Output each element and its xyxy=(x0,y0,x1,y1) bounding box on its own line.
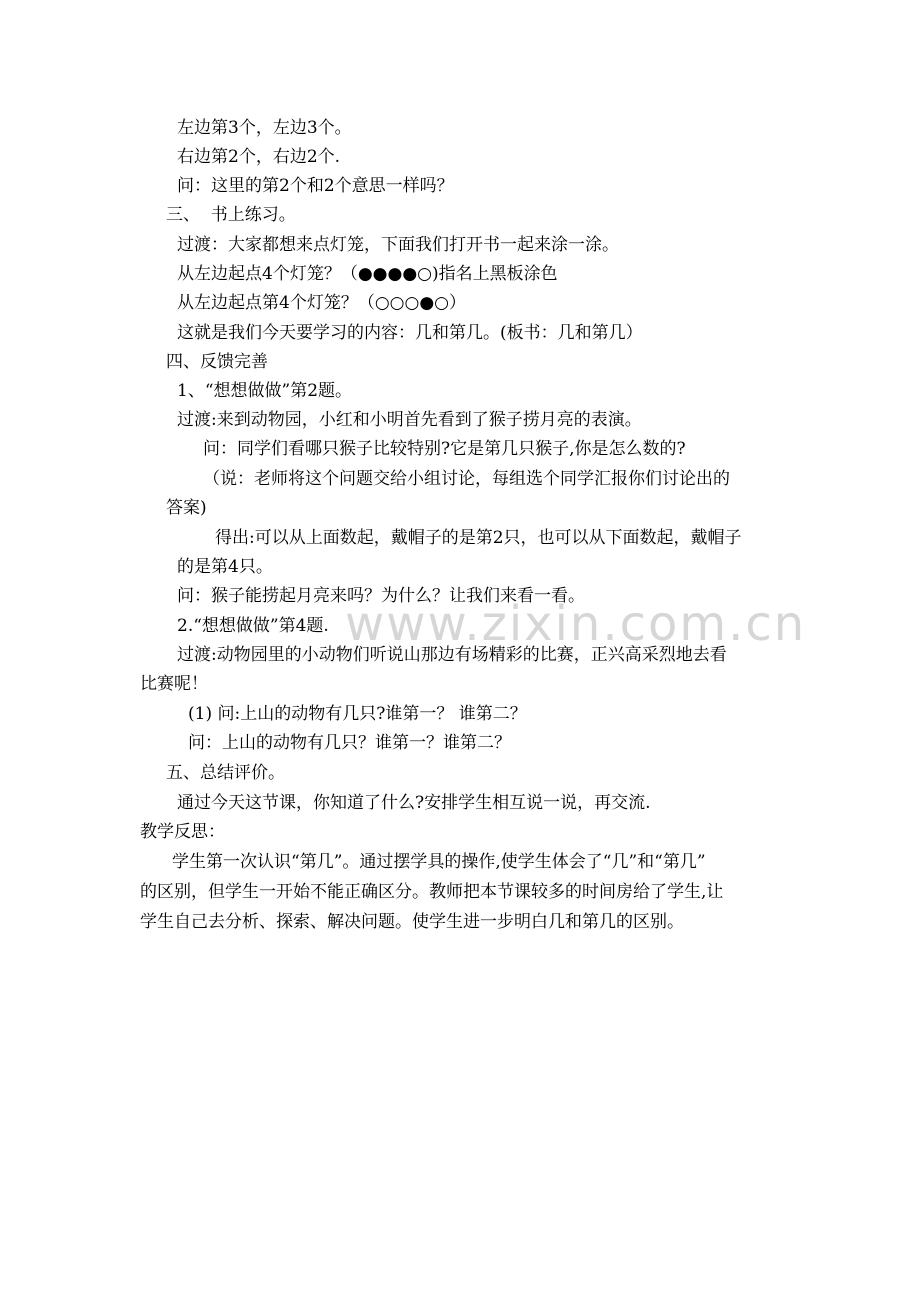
text-line: (1) 问:上山的动物有几只?谁第一？ 谁第二？ xyxy=(188,704,527,724)
text-line: 问：这里的第2个和2个意思一样吗？ xyxy=(177,176,454,196)
text-line: 这就是我们今天要学习的内容：几和第几。(板书：几和第几） xyxy=(177,323,643,343)
text-line: 问：上山的动物有几只？谁第一？谁第二？ xyxy=(188,733,511,753)
text-line: 过渡:来到动物园，小红和小明首先看到了猴子捞月亮的表演。 xyxy=(177,410,642,430)
watermark: www.zixin.com.cn xyxy=(345,596,807,652)
text-line: 过渡：大家都想来点灯笼，下面我们打开书一起来涂一涂。 xyxy=(177,235,619,255)
text-line: 左边第3个，左边3个。 xyxy=(177,118,352,138)
text-line: 右边第2个，右边2个. xyxy=(177,147,341,167)
section-heading: 三、 书上练习。 xyxy=(166,205,296,225)
text-line: 问：同学们看哪只猴子比较特别?它是第几只猴子,你是怎么数的? xyxy=(203,439,686,459)
paragraph-line: 的区别，但学生一开始不能正确区分。教师把本节课较多的时间房给了学生,让 xyxy=(140,882,724,902)
text-line: 答案) xyxy=(166,498,207,518)
text-line: 过渡:动物园里的小动物们听说山那边有场精彩的比赛，正兴高采烈地去看 xyxy=(177,645,727,665)
section-heading: 四、反馈完善 xyxy=(166,352,268,372)
text-line: 2.“想想做做”第4题. xyxy=(177,616,329,636)
text-line: 问：猴子能捞起月亮来吗？为什么？让我们来看一看。 xyxy=(177,586,585,606)
text-line: 从左边起点4个灯笼？（●●●●○)指名上黑板涂色 xyxy=(177,264,558,284)
text-line: 的是第4只。 xyxy=(177,557,273,577)
paragraph-line: 学生自己去分析、探索、解决问题。使学生进一步明白几和第几的区别。 xyxy=(140,912,684,932)
paragraph-line: 学生第一次认识“第几”。通过摆学具的操作,使学生体会了“几”和“第几” xyxy=(172,852,706,872)
text-line: （说：老师将这个问题交给小组讨论，每组选个同学汇报你们讨论出的 xyxy=(203,469,730,489)
text-line: 从左边起点第4个灯笼？（○○○●○） xyxy=(177,293,466,313)
text-line: 通过今天这节课，你知道了什么?安排学生相互说一说，再交流. xyxy=(177,793,651,813)
text-line: 1、“想想做做”第2题。 xyxy=(177,381,353,401)
section-heading: 教学反思： xyxy=(140,822,225,842)
text-line: 得出:可以从上面数起，戴帽子的是第2只，也可以从下面数起，戴帽子 xyxy=(215,528,742,548)
section-heading: 五、总结评价。 xyxy=(166,763,285,783)
text-line: 比赛呢！ xyxy=(140,674,208,694)
